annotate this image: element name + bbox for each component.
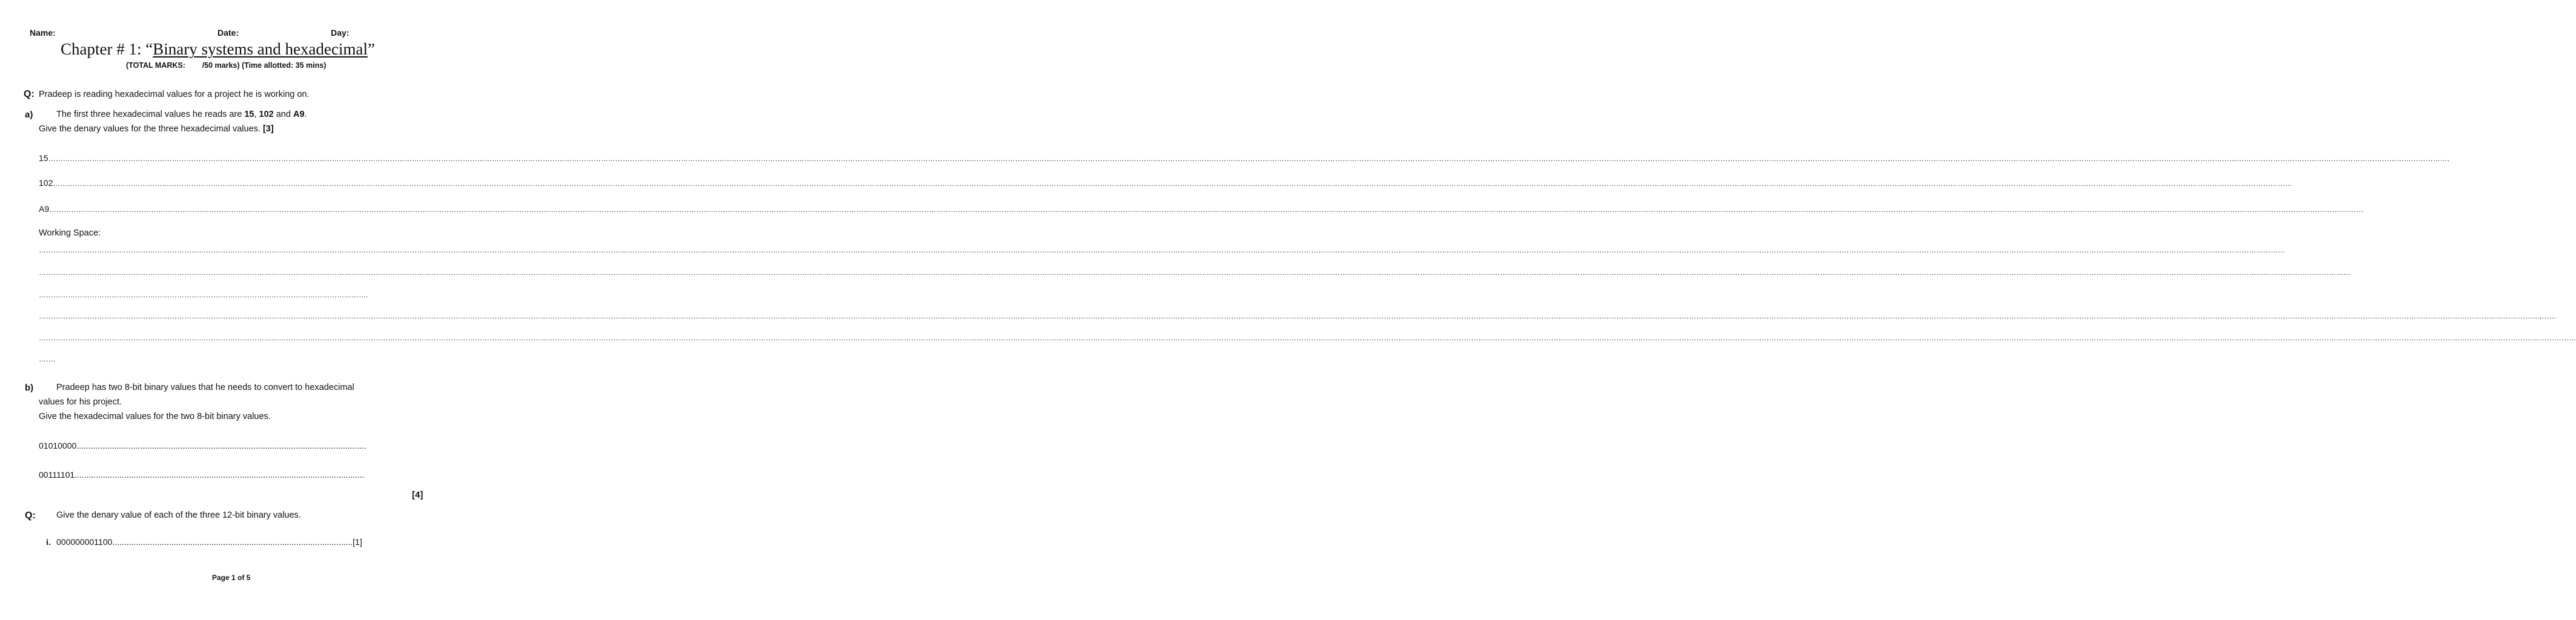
q1a-marks: [3] bbox=[262, 124, 274, 134]
q2-item-dots: ...................................................................................................... bbox=[112, 537, 353, 547]
working-line-1[interactable]: ……………………………………………………………………………………………………………………………………………………………………………………………………………………………………………………………………………………………………………………………………………………………………………………………………………………………………………………………………………………………………………………………………………………………………………………………………………………………………………………………………………………………………………………………………………………………………………………………………………………………………………………… bbox=[39, 246, 2285, 254]
q1a-sep2: and bbox=[273, 110, 293, 119]
q1b-line2: values for his project. bbox=[39, 397, 122, 407]
marks-line: (TOTAL MARKS: /50 marks) (Time allotted: 35 mins) bbox=[126, 61, 327, 70]
q1b-label: b) bbox=[25, 383, 34, 393]
q1a-line2 bbox=[39, 124, 274, 134]
answer-line-a9[interactable] bbox=[39, 203, 2363, 214]
q2-text: Give the denary value of each of the three 12-bit binary values. bbox=[56, 510, 301, 520]
binary-value-2: 00111101 bbox=[39, 470, 75, 480]
q1a-line1 bbox=[56, 110, 307, 119]
q2-item-value: 000000001100 bbox=[56, 537, 113, 547]
answer-dots-15: ………………………………………………………………………………………………………………………………………………………………………………………………………………………………………………………………………………………………………………………………………………………………………………………………………………………………………………………………………………………………………………………………………………………………………………………………………………………………………………………………………………………………………………………………………………………………………………………………………………………………………………………………………………………………………………. bbox=[48, 154, 2449, 163]
q1a-sep1: , bbox=[254, 110, 259, 119]
binary-dots-2: ........................................................................................................................... bbox=[75, 470, 365, 480]
hex-value-102: 102 bbox=[259, 110, 274, 119]
title-main: Binary systems and hexadecimal bbox=[153, 40, 368, 58]
working-line-6[interactable]: ……. bbox=[39, 355, 56, 363]
q1a-label: a) bbox=[25, 110, 33, 120]
working-line-3[interactable]: ………………………………………………………………………………………………………………………. bbox=[39, 291, 368, 299]
answer-line-102[interactable] bbox=[39, 177, 2292, 188]
title-prefix: Chapter # 1: “ bbox=[61, 40, 153, 58]
binary-value-1: 01010000 bbox=[39, 441, 77, 450]
page-number: Page 1 of 5 bbox=[212, 573, 251, 582]
day-label: Day: bbox=[331, 28, 350, 38]
answer-dots-102: …………………………………………………………………………………………………………………………………………………………………………………………………………………………………………………………………………………………………………………………………………………………………………………………………………………………………………………………………………………………………………………………………………………………………………………………………………………………………………………………………………………………………………………………………………………………………………………………………………………………………………………… bbox=[53, 179, 2292, 188]
q2-item-marks: [1] bbox=[353, 537, 362, 547]
name-label: Name: bbox=[30, 28, 56, 38]
q1b-line3: Give the hexadecimal values for the two 8-bit binary values. bbox=[39, 412, 271, 421]
answer-label-15: 15 bbox=[39, 153, 48, 163]
answer-dots-a9: ………………………………………………………………………………………………………………………………………………………………………………………………………………………………………………………………………………………………………………………………………………………………………………………………………………………………………………………………………………………………………………………………………………………………………………………………………………………………………………………………………………………………………………………………………………………………………………………………………………………………………………………………………………. bbox=[49, 205, 2363, 214]
q2-item-line[interactable] bbox=[56, 537, 420, 549]
binary-dots-1: ........................................................................................................................... bbox=[76, 441, 367, 450]
q1b-marks: [4] bbox=[412, 490, 423, 500]
answer-label-102: 102 bbox=[39, 178, 53, 188]
hex-value-15: 15 bbox=[244, 110, 254, 119]
page-title bbox=[61, 40, 375, 59]
working-space-label: Working Space: bbox=[39, 228, 101, 238]
q2-label: Q: bbox=[25, 510, 36, 521]
answer-line-15[interactable] bbox=[39, 153, 2449, 163]
q1-text: Pradeep is reading hexadecimal values for a project he is working on. bbox=[39, 90, 310, 99]
q1a-line1-pre: The first three hexadecimal values he reads are bbox=[56, 110, 245, 119]
binary-answer-line-1[interactable] bbox=[39, 441, 423, 453]
hex-value-a9: A9 bbox=[293, 110, 305, 119]
binary-answer-line-2[interactable] bbox=[39, 470, 423, 482]
working-line-4[interactable]: ……………………………………………………………………………………………………………………………………………………………………………………………………………………………………………………………………………………………………………………………………………………………………………………………………………………………………………………………………………………………………………………………………………………………………………………………………………………………………………………………………………………………………………………………………………………………………………………………………………………………………………………………………………………………………………………………………………………,…… bbox=[39, 312, 2557, 320]
q1a-line2-text: Give the denary values for the three hexadecimal values. bbox=[39, 124, 263, 134]
q1b-line1: Pradeep has two 8-bit binary values that he needs to convert to hexadecimal bbox=[56, 383, 354, 392]
q1-label: Q: bbox=[24, 89, 35, 99]
working-line-2[interactable]: ……………………………………………………………………………………………………………………………………………………………………………………………………………………………………………………………………………………………………………………………………………………………………………………………………………………………………………………………………………………………………………………………………………………………………………………………………………………………………………………………………………………………………………………………………………………………………………………………………………………………………………………………………………… bbox=[39, 268, 2351, 277]
q2-item-label: i. bbox=[46, 537, 51, 547]
working-line-5[interactable]: ………………………………………………………………………………………………………………………………………………………………………………………………………………………………………………………………………………………………………………………………………………………………………………………………………………………………………………………………………………………………………………………………………………………………………………………………………………………………………………………………………………………………………………………………………………………………………………………………………………………………………………………………………………………………………………………………………………………………… bbox=[39, 334, 2576, 342]
q1a-line1-post: . bbox=[304, 110, 307, 119]
answer-label-a9: A9 bbox=[39, 204, 50, 214]
date-label: Date: bbox=[217, 28, 239, 38]
title-suffix: ” bbox=[367, 40, 375, 58]
